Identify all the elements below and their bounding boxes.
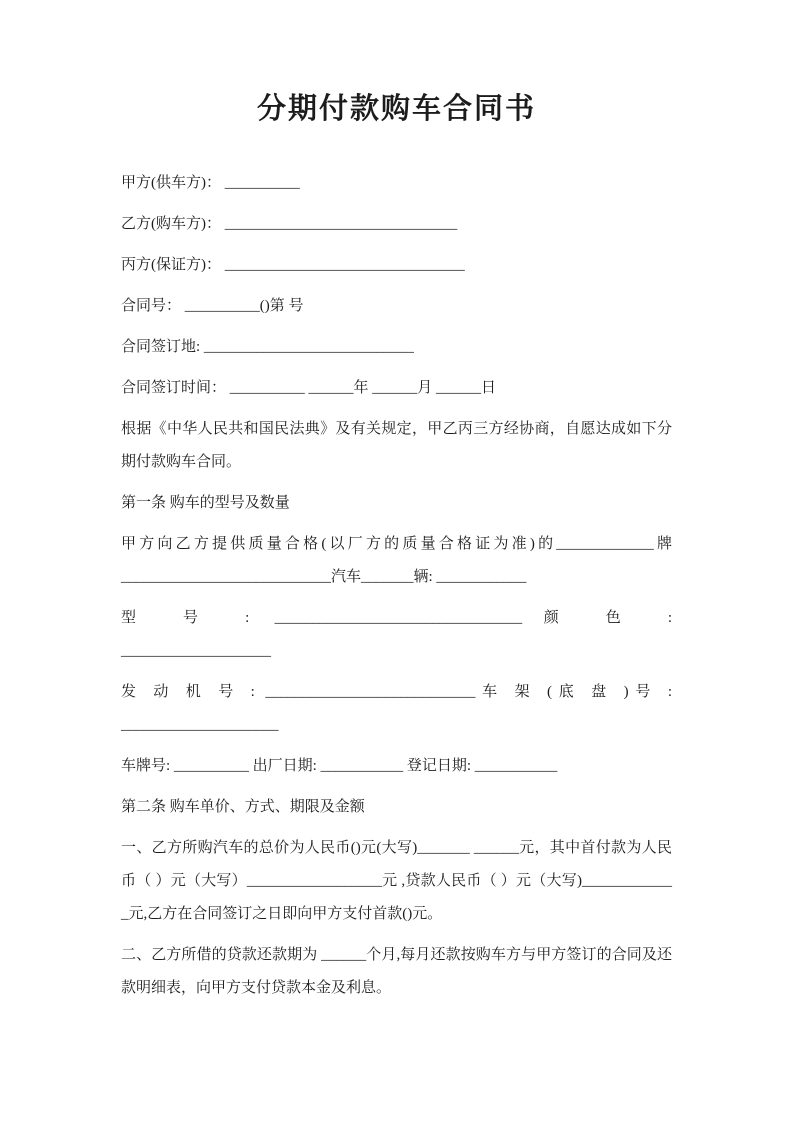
article-1-supply-line-2: ____________________________汽车_______辆: ____________ <box>121 568 527 585</box>
field-contract-number: 合同号： __________()第 号 <box>121 297 304 314</box>
article-1-plate-dates-line: 车牌号: __________ 出厂日期: ___________ 登记日期: ___________ <box>121 757 558 774</box>
field-party-c: 丙方(保证方)： ________________________________ <box>121 256 465 273</box>
article-1-supply-line-1: 甲方向乙方提供质量合格(以厂方的质量合格证为准)的_____________牌 <box>121 535 672 552</box>
article-1-heading: 第一条 购车的型号及数量 <box>121 494 290 511</box>
article-2-clause-1: 一、乙方所购汽车的总价为人民币()元(大写)_______ ______元，其中首付款为人民币（ ）元（大写）__________________元 ,贷款人民币（ ）元（大写)_____________元,乙方在合同签订之日即向甲方支付首款()元。 <box>121 839 672 922</box>
article-1-engine-frame-overflow: _____________________ <box>121 716 279 733</box>
article-2-heading: 第二条 购车单价、方式、期限及金额 <box>121 798 365 815</box>
article-1-model-color-line: 型 号 : _________________________________颜 色 : <box>121 609 672 626</box>
field-party-a: 甲方(供车方)： __________ <box>121 174 300 191</box>
document-title: 分期付款购车合同书 <box>256 93 536 125</box>
article-2-clause-2: 二、乙方所借的贷款还款期为 ______个月,每月还款按购车方与甲方签订的合同及还款明细表，向甲方支付贷款本金及利息。 <box>121 946 672 996</box>
article-1-model-color-overflow: ____________________ <box>121 642 271 659</box>
field-signing-time: 合同签订时间： __________ ______年 ______月 ______日 <box>121 379 497 396</box>
field-signing-place: 合同签订地: ____________________________ <box>121 338 414 355</box>
preamble-paragraph: 根据《中华人民共和国民法典》及有关规定，甲乙丙三方经协商，自愿达成如下分期付款购车合同。 <box>121 420 672 470</box>
article-1-engine-frame-line: 发 动 机 号 : ____________________________车 架 (底 盘 )号 : <box>121 683 672 700</box>
field-party-b: 乙方(购车方)： _______________________________ <box>121 215 458 232</box>
